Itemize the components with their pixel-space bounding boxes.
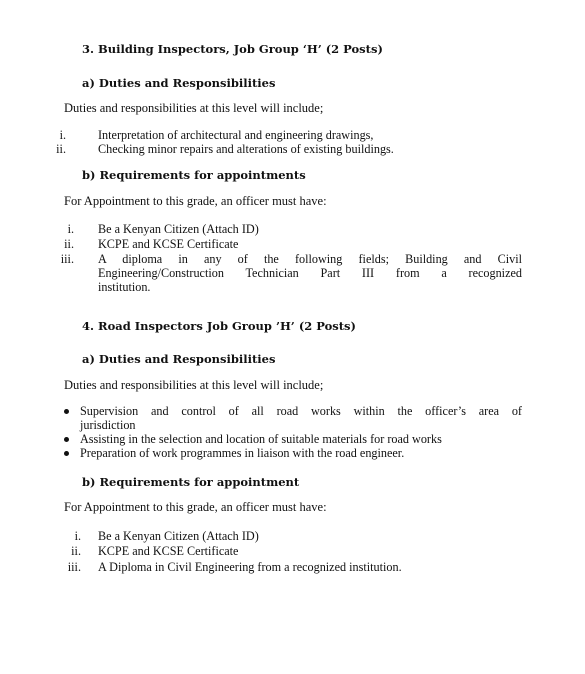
bullet-icon (64, 437, 69, 442)
list-number: iii. (67, 560, 81, 574)
bullet-icon (64, 409, 69, 414)
section-4-requirements-intro: For Appointment to this grade, an officer must have: (64, 500, 327, 514)
section-3-requirements-heading: b) Requirements for appointments (82, 168, 306, 182)
list-item: KCPE and KCSE Certificate (98, 544, 239, 558)
list-item-line: jurisdiction (80, 418, 136, 432)
list-item: A Diploma in Civil Engineering from a recognized institution. (98, 560, 402, 574)
list-item: Be a Kenyan Citizen (Attach ID) (98, 222, 259, 236)
list-item: Checking minor repairs and alterations of existing buildings. (98, 142, 394, 156)
section-3-heading: 3. Building Inspectors, Job Group ‘H’ (2 Posts) (82, 42, 383, 56)
list-item-line: institution. (98, 280, 151, 294)
list-number: ii. (64, 237, 74, 251)
section-3-duties-intro: Duties and responsibilities at this level will include; (64, 101, 324, 115)
section-4-heading: 4. Road Inspectors Job Group ’H’ (2 Posts) (82, 319, 356, 333)
section-4-duties-intro: Duties and responsibilities at this level will include; (64, 378, 324, 392)
list-item: Assisting in the selection and location of suitable materials for road works (80, 432, 442, 446)
list-number: ii. (71, 544, 81, 558)
list-item-line: Supervision and control of all road works within the officer’s area of (80, 404, 522, 418)
list-item: Interpretation of architectural and engineering drawings, (98, 128, 374, 142)
list-item: KCPE and KCSE Certificate (98, 237, 239, 251)
section-3-duties-heading: a) Duties and Responsibilities (82, 76, 276, 90)
list-item: Be a Kenyan Citizen (Attach ID) (98, 529, 259, 543)
section-4-requirements-heading: b) Requirements for appointment (82, 475, 300, 489)
list-number: i. (59, 128, 66, 142)
bullet-icon (64, 451, 69, 456)
section-4-duties-heading: a) Duties and Responsibilities (82, 352, 276, 366)
list-number: ii. (56, 142, 66, 156)
list-number: iii. (60, 252, 74, 266)
list-item-line: A diploma in any of the following fields; Building and Civil (98, 252, 522, 266)
list-number: i. (67, 222, 74, 236)
list-item-line: Engineering/Construction Technician Part III from a recognized (98, 266, 522, 280)
list-item: Preparation of work programmes in liaison with the road engineer. (80, 446, 405, 460)
list-number: i. (74, 529, 81, 543)
section-3-requirements-intro: For Appointment to this grade, an officer must have: (64, 194, 327, 208)
